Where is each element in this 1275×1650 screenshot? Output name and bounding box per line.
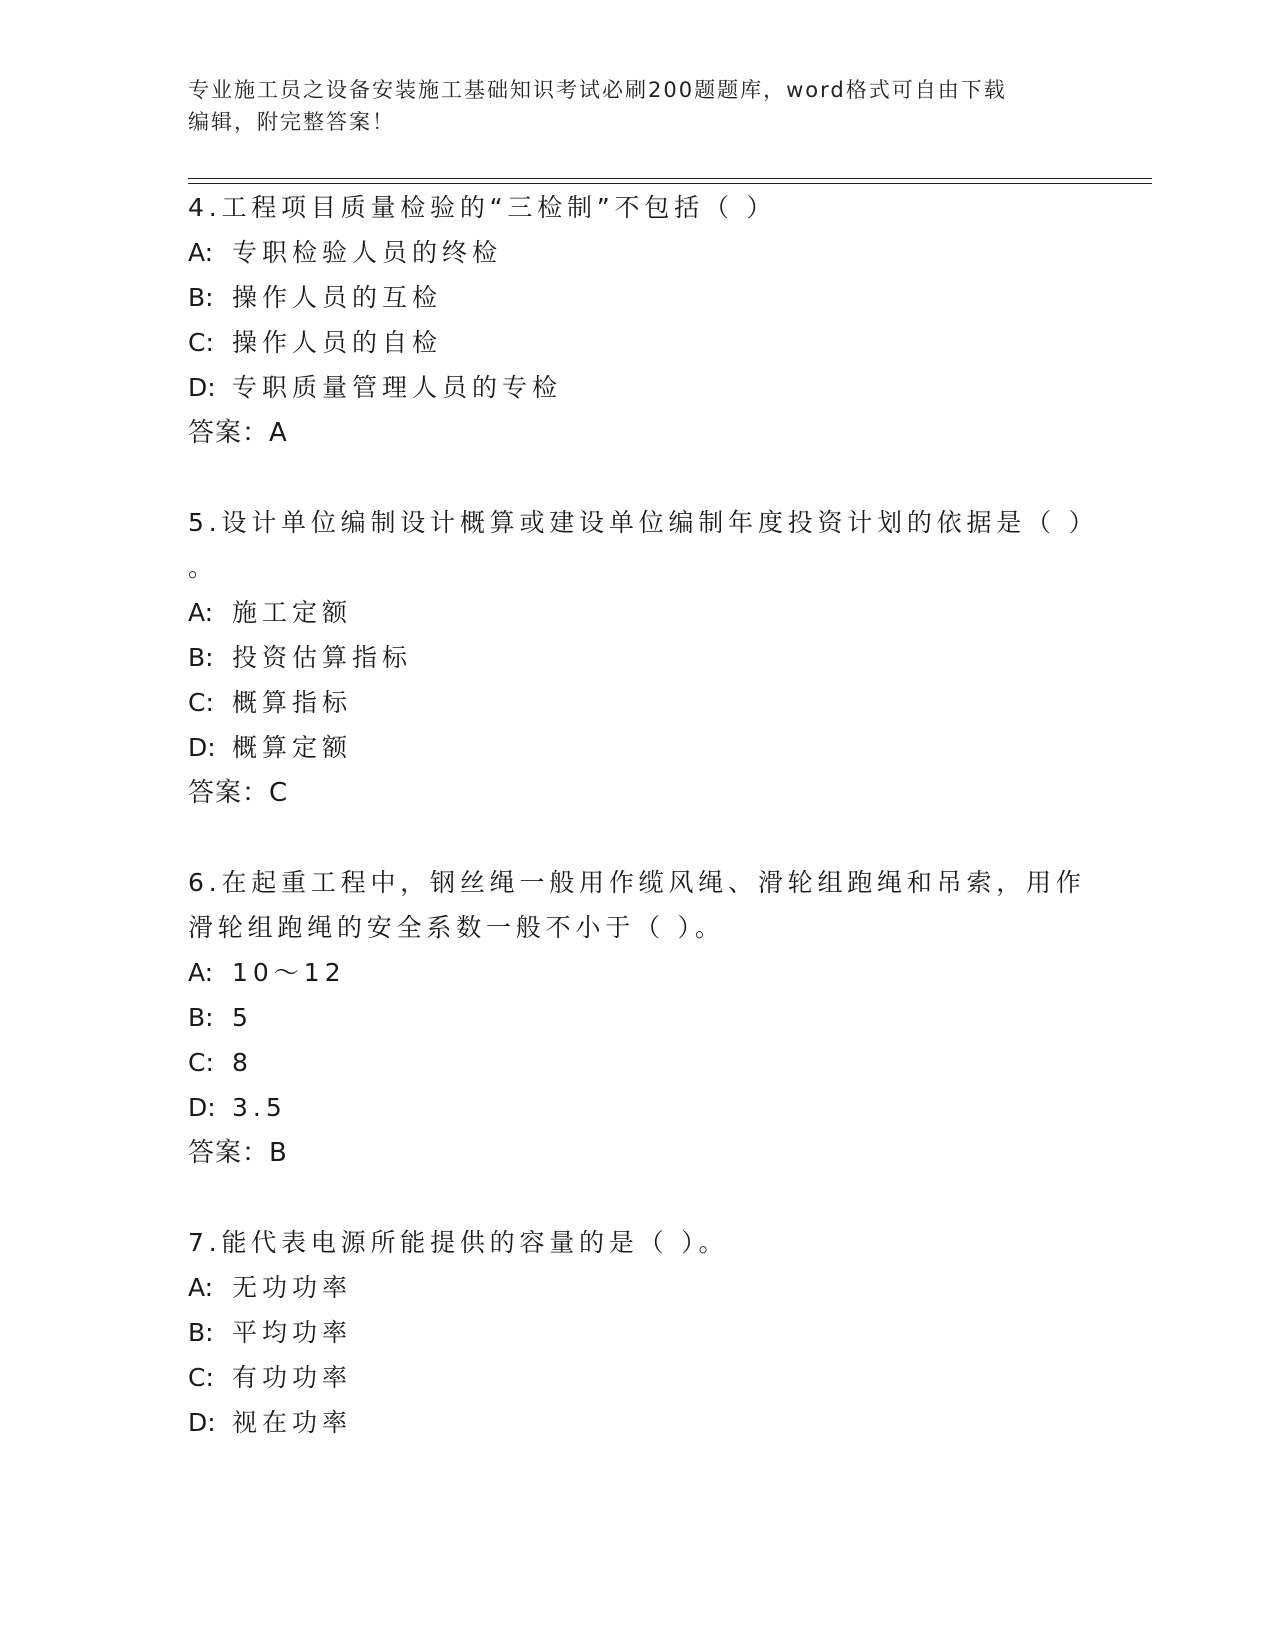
option-text: 平均功率 [232, 1318, 353, 1347]
option-label: C: [188, 688, 214, 717]
option-label: B: [188, 1318, 214, 1347]
option-text: 5 [232, 1003, 253, 1032]
question-4-option-b [188, 283, 442, 313]
option-label: C: [188, 1363, 214, 1392]
question-6-option-d [188, 1093, 287, 1123]
question-7-option-a [188, 1273, 352, 1303]
option-label: A: [188, 598, 214, 627]
option-text: 专职检验人员的终检 [232, 238, 503, 267]
question-4-option-c [188, 328, 442, 358]
option-label: A: [188, 238, 214, 267]
header-line-2: 编辑，附完整答案！ [188, 110, 395, 134]
option-text: 视在功率 [232, 1408, 353, 1437]
option-text: 操作人员的互检 [232, 283, 443, 312]
option-text: 专职质量管理人员的专检 [232, 373, 563, 402]
option-text: 无功功率 [232, 1273, 353, 1302]
option-label: D: [188, 1093, 216, 1122]
option-text: 操作人员的自检 [232, 328, 443, 357]
option-text: 投资估算指标 [232, 643, 413, 672]
document-header [188, 74, 1068, 138]
question-5-option-b [188, 643, 412, 673]
option-label: B: [188, 283, 214, 312]
question-6-text-cont: 滑轮组跑绳的安全系数一般不小于（ ）。 [188, 913, 725, 942]
option-text: 10～12 [232, 958, 346, 987]
question-5-option-c [188, 688, 352, 718]
question-5-option-d [188, 733, 352, 763]
question-6-option-b [188, 1003, 253, 1033]
question-7-option-d [188, 1408, 352, 1438]
question-5-text-cont: 。 [188, 553, 218, 582]
question-5-text: 5.设计单位编制设计概算或建设单位编制年度投资计划的依据是（ ） [188, 508, 1099, 537]
question-6-option-c [188, 1048, 253, 1078]
header-divider-top [188, 178, 1152, 179]
option-text: 施工定额 [232, 598, 353, 627]
question-4-answer: 答案：A [188, 418, 288, 448]
option-label: B: [188, 643, 214, 672]
option-text: 8 [232, 1048, 253, 1077]
question-6-option-a [188, 958, 346, 988]
option-text: 概算指标 [232, 688, 353, 717]
header-line-1: 专业施工员之设备安装施工基础知识考试必刷200题题库，word格式可自由下载 [188, 78, 1007, 102]
question-7-text: 7.能代表电源所能提供的容量的是（ ）。 [188, 1228, 729, 1257]
option-label: D: [188, 1408, 216, 1437]
option-label: C: [188, 1048, 214, 1077]
question-4-option-d [188, 373, 562, 403]
question-7-option-b [188, 1318, 352, 1348]
option-text: 有功功率 [232, 1363, 353, 1392]
header-divider-bottom [188, 183, 1152, 184]
option-text: 3.5 [232, 1093, 287, 1122]
question-4-option-a [188, 238, 502, 268]
option-label: A: [188, 1273, 214, 1302]
question-4-text: 4.工程项目质量检验的“三检制”不包括（ ） [188, 193, 777, 222]
option-label: B: [188, 1003, 214, 1032]
question-5-option-a [188, 598, 352, 628]
question-7-option-c [188, 1363, 352, 1393]
question-6-text: 6.在起重工程中，钢丝绳一般用作缆风绳、滑轮组跑绳和吊索，用作 [188, 868, 1086, 897]
option-text: 概算定额 [232, 733, 353, 762]
option-label: A: [188, 958, 214, 987]
option-label: D: [188, 373, 216, 402]
option-label: D: [188, 733, 216, 762]
question-6-answer: 答案：B [188, 1138, 288, 1168]
question-5-answer: 答案：C [188, 778, 289, 808]
option-label: C: [188, 328, 214, 357]
